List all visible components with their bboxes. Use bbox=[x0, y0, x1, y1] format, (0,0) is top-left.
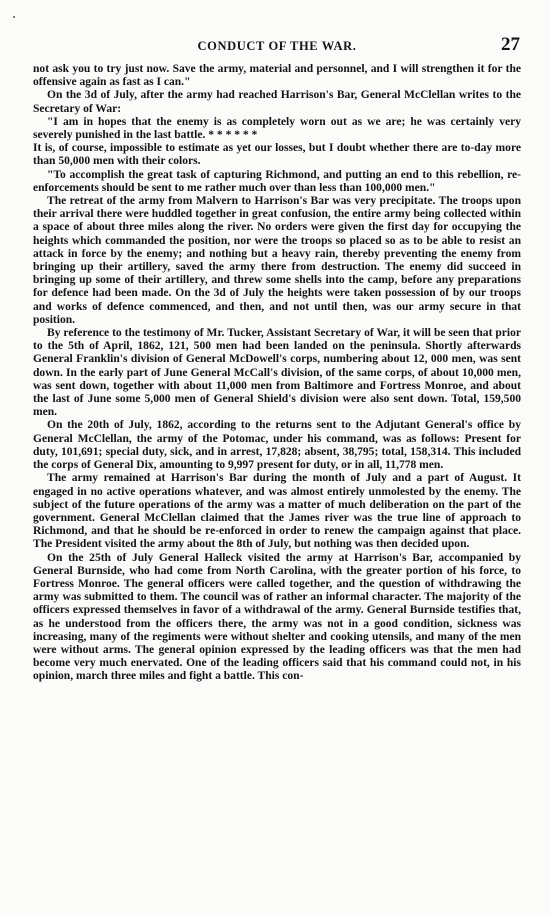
page-number: 27 bbox=[501, 34, 520, 55]
paragraph: The retreat of the army from Malvern to Harrison's Bar was very precipitate. The troops upon their arrival there were huddled together in great confusion, the entire army being collected within a space of about three miles along the river. No orders were given the first day for occupying the heights which commanded the position, nor were the troops so placed so as to be able to resist an attack in force by the enemy; and nothing but a heavy rain, thereby preventing the enemy from bringing up their artillery, saved the army there from destruction. The enemy did succeed in bringing up some of their artillery, and threw some shells into the camp, before any preparations for defence had been made. On the 3d of July the heights were taken possession of by our troops and works of defence commenced, and then, and not until then, was our army secure in that position. bbox=[33, 195, 521, 326]
margin-speck bbox=[13, 16, 15, 18]
quote-paragraph: "I am in hopes that the enemy is as completely worn out as we are; he was certainly very severely punished in the last battle. * * * * * * bbox=[33, 115, 521, 142]
body-text bbox=[33, 63, 521, 684]
paragraph: On the 3d of July, after the army had reached Harrison's Bar, General McClellan writes to the Secretary of War: bbox=[33, 89, 521, 115]
paragraph: On the 25th of July General Halleck visited the army at Harrison's Bar, accompanied by General Burnside, who had come from North Carolina, with the greater portion of his force, to Fortress Monroe. The general officers were called together, and the question of withdrawing the army was submitted to them. The council was of rather an informal character. The majority of the officers expressed themselves in favor of a withdrawal of the army. General Burnside testifies that, as he understood from the officers there, the army was not in a good condition, sickness was increasing, many of the regiments were without shelter and cooking utensils, and many of the men were without arms. The general opinion expressed by the leading officers was that the men had become very much enervated. One of the leading officers said that his command could not, in his opinion, march three miles and fight a battle. This con- bbox=[33, 551, 521, 683]
page-header bbox=[34, 36, 520, 56]
paragraph: By reference to the testimony of Mr. Tucker, Assistant Secretary of War, it will be seen that prior to the 5th of April, 1862, 121, 500 men had been landed on the peninsula. Shortly afterwards General Franklin's division of General McDowell's corps, numbering about 12, 000 men, was sent down. In the early part of June General McCall's division, of the same corps, of about 10,000 men, was sent down, together with about 11,000 men from Baltimore and Fortress Monroe, and about the last of June some 5,000 men of General Shield's division were also sent down. Total, 159,500 men. bbox=[33, 327, 521, 419]
paragraph: It is, of course, impossible to estimate as yet our losses, but I doubt whether there are to-day more than 50,000 men with their colors. bbox=[33, 142, 521, 168]
quote-paragraph: "To accomplish the great task of capturing Richmond, and putting an end to this rebellion, re-enforcements should be sent to me rather much over than less than 100,000 men." bbox=[33, 168, 521, 194]
running-head: CONDUCT OF THE WAR. bbox=[197, 39, 357, 53]
paragraph: The army remained at Harrison's Bar during the month of July and a part of August. It engaged in no active operations whatever, and was almost entirely unmolested by the enemy. The subject of the future operations of the army was a matter of much deliberation on the part of the government. General McClellan claimed that the James river was the true line of approach to Richmond, and that he should be re-enforced in order to renew the campaign against that place. The President visited the army about the 8th of July, but nothing was then decided upon. bbox=[33, 472, 521, 551]
paragraph: not ask you to try just now. Save the army, material and personnel, and I will strengthen it for the offensive again as fast as I can." bbox=[33, 63, 521, 89]
paragraph: On the 20th of July, 1862, according to the returns sent to the Adjutant General's office by General McClellan, the army of the Potomac, under his command, was as follows: Present for duty, 101,691; special duty, sick, and in arrest, 17,828; absent, 38,795; total, 158,314. This included the corps of General Dix, amounting to 9,997 present for duty, or in all, 11,778 men. bbox=[33, 419, 521, 472]
